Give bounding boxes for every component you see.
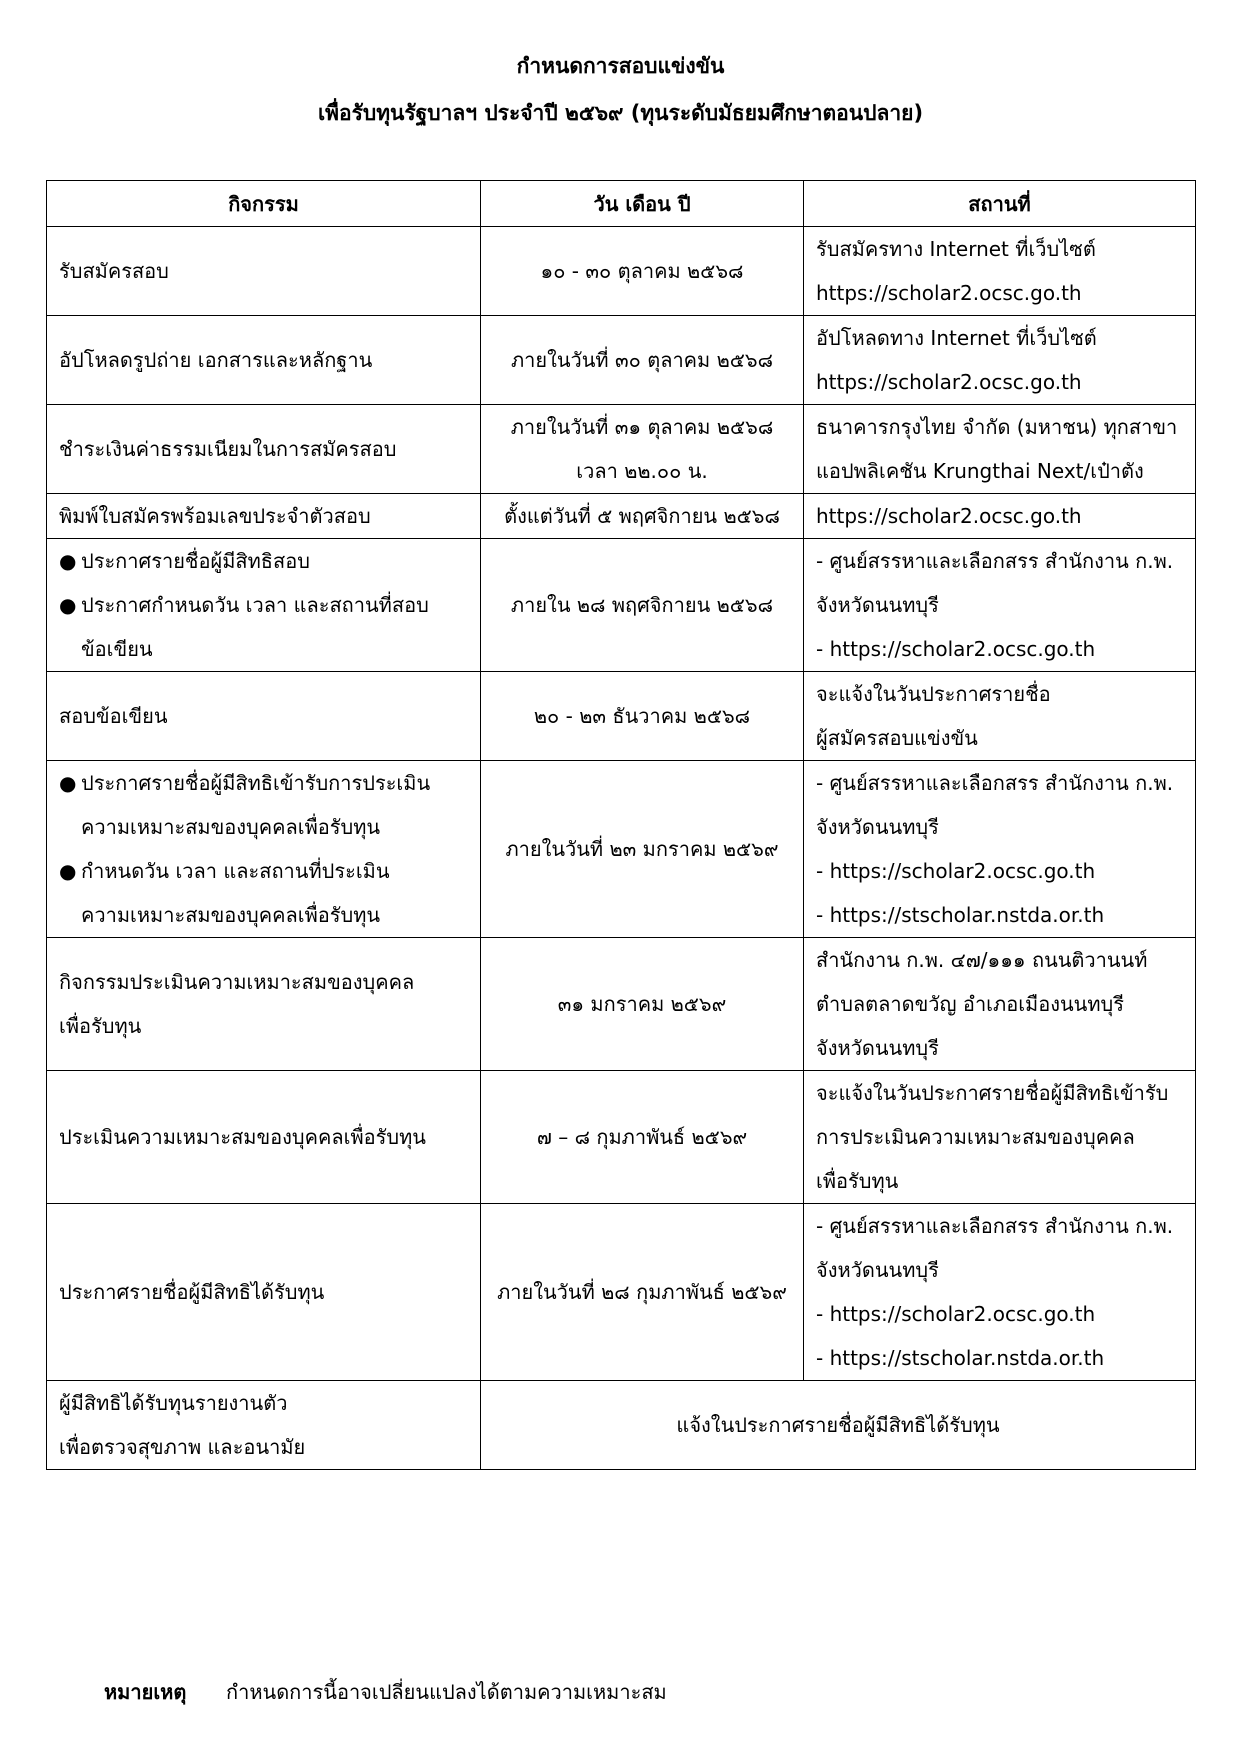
activity-cell: ผู้มีสิทธิได้รับทุนรายงานตัว เพื่อตรวจสุขภาพ และอนามัย [47, 1381, 481, 1470]
table-row [47, 938, 1196, 1071]
table-row [47, 316, 1196, 405]
place-cell: จะแจ้งในวันประกาศรายชื่อผู้มีสิทธิเข้ารับ การประเมินความเหมาะสมของบุคคล เพื่อรับทุน [804, 1071, 1196, 1204]
date-cell: ๓๑ มกราคม ๒๕๖๙ [481, 938, 804, 1071]
activity-cell: ชำระเงินค่าธรรมเนียมในการสมัครสอบ [47, 405, 481, 494]
date-cell: ภายใน ๒๘ พฤศจิกายน ๒๕๖๘ [481, 539, 804, 672]
place-cell: - ศูนย์สรรหาและเลือกสรร สำนักงาน ก.พ. จังหวัดนนทบุรี - https://scholar2.ocsc.go.th - https://stscholar.nstda.or.th [804, 761, 1196, 938]
date-cell: ตั้งแต่วันที่ ๕ พฤศจิกายน ๒๕๖๘ [481, 494, 804, 539]
place-cell: อัปโหลดทาง Internet ที่เว็บไซต์ https://scholar2.ocsc.go.th [804, 316, 1196, 405]
table-row [47, 761, 1196, 938]
bullet-icon: ● [59, 593, 77, 617]
table-row [47, 1204, 1196, 1381]
table-row [47, 494, 1196, 539]
table-header-row [47, 181, 1196, 227]
note-label: หมายเหตุ [104, 1680, 187, 1704]
merged-date-place-cell: แจ้งในประกาศรายชื่อผู้มีสิทธิได้รับทุน [481, 1381, 1196, 1470]
place-cell: https://scholar2.ocsc.go.th [804, 494, 1196, 539]
table-row [47, 1071, 1196, 1204]
note [104, 1676, 667, 1708]
page-subtitle: เพื่อรับทุนรัฐบาลฯ ประจำปี ๒๕๖๙ (ทุนระดับมัธยมศึกษาตอนปลาย) [317, 101, 924, 125]
date-cell: ๒๐ - ๒๓ ธันวาคม ๒๕๖๘ [481, 672, 804, 761]
date-cell: ๗ – ๘ กุมภาพันธ์ ๒๕๖๙ [481, 1071, 804, 1204]
activity-cell: ประเมินความเหมาะสมของบุคคลเพื่อรับทุน [47, 1071, 481, 1204]
place-cell: จะแจ้งในวันประกาศรายชื่อ ผู้สมัครสอบแข่งขัน [804, 672, 1196, 761]
note-text: กำหนดการนี้อาจเปลี่ยนแปลงได้ตามความเหมาะสม [226, 1680, 667, 1704]
activity-cell: กิจกรรมประเมินความเหมาะสมของบุคคล เพื่อรับทุน [47, 938, 481, 1071]
bullet-item: ● กำหนดวัน เวลา และสถานที่ประเมิน [59, 849, 468, 893]
header-place: สถานที่ [804, 181, 1196, 227]
activity-cell: ประกาศรายชื่อผู้มีสิทธิได้รับทุน [47, 1204, 481, 1381]
activity-cell: สอบข้อเขียน [47, 672, 481, 761]
date-cell: ภายในวันที่ ๒๓ มกราคม ๒๕๖๙ [481, 761, 804, 938]
bullet-icon: ● [59, 771, 77, 795]
table-row [47, 227, 1196, 316]
activity-cell: ● ประกาศรายชื่อผู้มีสิทธิสอบ ● ประกาศกำหนดวัน เวลา และสถานที่สอบ ข้อเขียน [47, 539, 481, 672]
date-cell: ภายในวันที่ ๒๘ กุมภาพันธ์ ๒๕๖๙ [481, 1204, 804, 1381]
place-cell: สำนักงาน ก.พ. ๔๗/๑๑๑ ถนนติวานนท์ ตำบลตลาดขวัญ อำเภอเมืองนนทบุรี จังหวัดนนทบุรี [804, 938, 1196, 1071]
table-row [47, 405, 1196, 494]
table-row [47, 1381, 1196, 1470]
place-cell: ธนาคารกรุงไทย จำกัด (มหาชน) ทุกสาขา แอปพลิเคชัน Krungthai Next/เป๋าตัง [804, 405, 1196, 494]
activity-cell: รับสมัครสอบ [47, 227, 481, 316]
bullet-item: ● ประกาศกำหนดวัน เวลา และสถานที่สอบ [59, 583, 468, 627]
date-cell: ภายในวันที่ ๓๐ ตุลาคม ๒๕๖๘ [481, 316, 804, 405]
date-cell: ๑๐ - ๓๐ ตุลาคม ๒๕๖๘ [481, 227, 804, 316]
table-row [47, 539, 1196, 672]
bullet-item: ● ประกาศรายชื่อผู้มีสิทธิสอบ [59, 539, 468, 583]
activity-cell: พิมพ์ใบสมัครพร้อมเลขประจำตัวสอบ [47, 494, 481, 539]
bullet-icon: ● [59, 859, 77, 883]
table-row [47, 672, 1196, 761]
page-title: กำหนดการสอบแข่งขัน [516, 54, 725, 78]
bullet-item: ● ประกาศรายชื่อผู้มีสิทธิเข้ารับการประเมิน [59, 761, 468, 805]
activity-cell: ● ประกาศรายชื่อผู้มีสิทธิเข้ารับการประเมิน ความเหมาะสมของบุคคลเพื่อรับทุน ● กำหนดวัน เวลา และสถานที่ประเมิน ความเหมาะสมของบุคคลเพื่อรับทุน [47, 761, 481, 938]
bullet-icon: ● [59, 549, 77, 573]
header-date: วัน เดือน ปี [481, 181, 804, 227]
activity-cell: อัปโหลดรูปถ่าย เอกสารและหลักฐาน [47, 316, 481, 405]
place-cell: รับสมัครทาง Internet ที่เว็บไซต์ https://scholar2.ocsc.go.th [804, 227, 1196, 316]
header-activity: กิจกรรม [47, 181, 481, 227]
place-cell: - ศูนย์สรรหาและเลือกสรร สำนักงาน ก.พ. จังหวัดนนทบุรี - https://scholar2.ocsc.go.th [804, 539, 1196, 672]
date-cell: ภายในวันที่ ๓๑ ตุลาคม ๒๕๖๘ เวลา ๒๒.๐๐ น. [481, 405, 804, 494]
schedule-table [46, 180, 1196, 1470]
place-cell: - ศูนย์สรรหาและเลือกสรร สำนักงาน ก.พ. จังหวัดนนทบุรี - https://scholar2.ocsc.go.th - https://stscholar.nstda.or.th [804, 1204, 1196, 1381]
